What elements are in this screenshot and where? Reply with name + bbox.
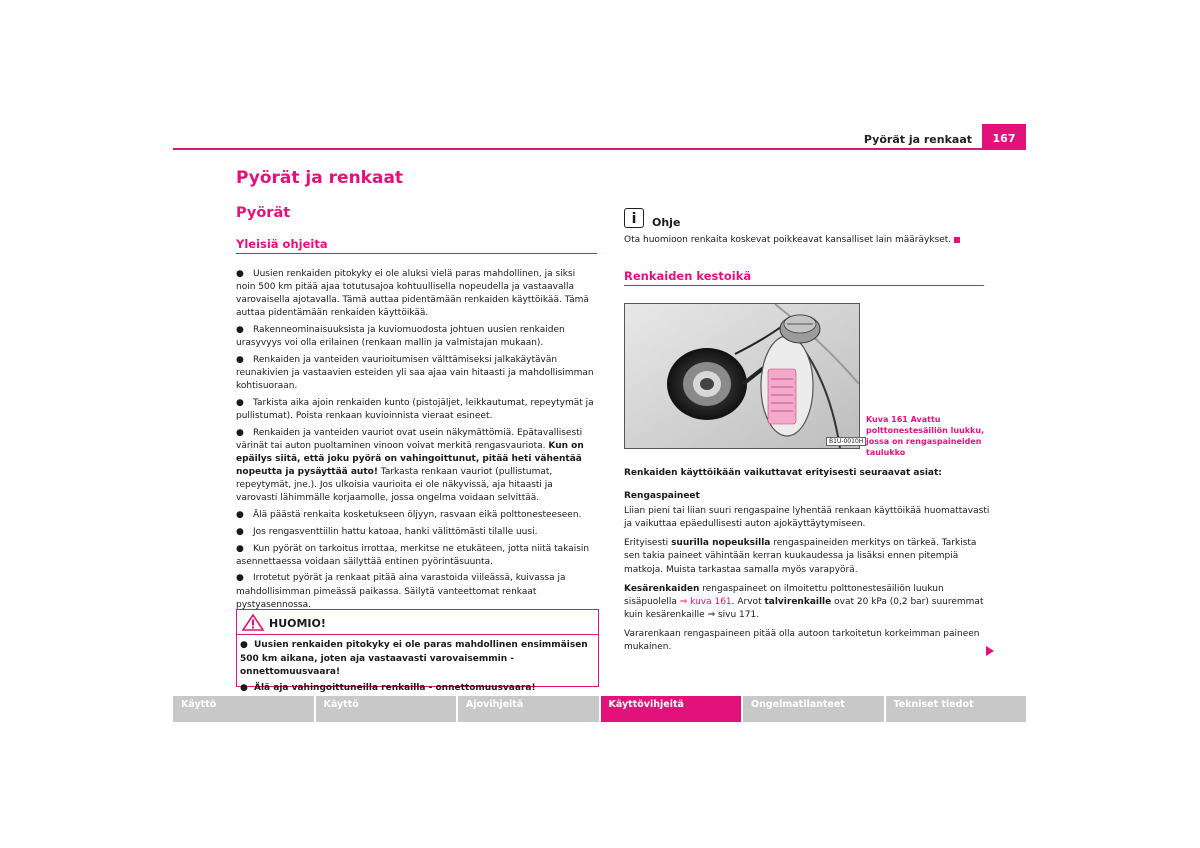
bullet-icon: ● [240,683,248,694]
list-item: ● Uusien renkaiden pitokyky ei ole aluksi vielä paras mahdollinen, ja siksi noin 500 km pitää ajaa totutusajoa kohtuullisella nopeudella ja vastaavalla varovaisella ajotavalla. Tämä auttaa pidentämään renkaiden käyttöikää. Tämä auttaa pidentämään renkaiden käyttöikää. [236,269,589,319]
figure-code: B1U-0010H [826,437,866,446]
bullet-icon: ● [236,510,244,521]
bullet-icon: ● [236,543,244,554]
figure-caption: Kuva 161 Avattu polttonestesäiliön luukku, jossa on rengaspaineiden taulukko [866,415,985,457]
tab-ongelmatilanteet[interactable]: Ongelmatilanteet [743,696,884,722]
warning-box [236,609,599,694]
warning-title: HUOMIO! [269,617,326,630]
bullet-icon: ● [236,269,244,279]
bullet-icon: ● [236,427,244,438]
figure-reference-link[interactable]: ⇒ kuva 161 [679,596,732,607]
fuel-flap-illustration [624,303,860,449]
continue-arrow-icon [986,646,994,656]
paragraph: Vararenkaan rengaspaineen pitää olla autoon tarkoitetun korkeimman paineen mukainen. [624,628,980,653]
list-item: ● Tarkista aika ajoin renkaiden kunto (pistojäljet, leikkautumat, repeytymät ja pullistumat). Poista renkaan kuvioinnista vieraat esineet. [236,397,594,421]
running-header-title: Pyörät ja renkaat [863,133,972,146]
chapter-nav-tabs [173,696,1026,722]
bullet-icon: ● [236,526,244,537]
info-note-icon: i [624,208,644,228]
right-column-text [624,467,990,658]
page-reference-link[interactable]: ⇒ sivu 171 [707,609,757,620]
warning-item: ● Älä aja vahingoittuneilla renkailla - onnettomuusvaara! [240,682,592,696]
tab-tekniset-tiedot[interactable]: Tekniset tiedot [886,696,1027,722]
bullet-icon: ● [236,397,244,408]
end-marker-icon [954,237,960,243]
page-number: 167 [982,124,1026,148]
tab-kaytto-1[interactable]: Käyttö [173,696,314,722]
paragraph: Kesärenkaiden rengaspaineet on ilmoitettu polttonestesäiliön luukun sisäpuolella ⇒ kuva 161. Arvot talvirenkaille ovat 20 kPa (0,2 bar) suuremmat kuin kesärenkaille ⇒ sivu 171. [624,583,984,620]
list-item: ● Kun pyörät on tarkoitus irrottaa, merkitse ne etukäteen, jotta niitä takaisin asennettaessa voidaan säilyttää entinen pyörintäsuunta. [236,543,590,567]
tab-kaytto-2[interactable]: Käyttö [316,696,457,722]
note-title: Ohje [652,216,681,229]
section-title: Pyörät [236,205,291,221]
paragraph: Erityisesti suurilla nopeuksilla rengaspaineiden merkitys on tärkeä. Tarkista sen takia paineet vähintään kerran kuukaudessa ja lisäksi ennen pitempiä matkoja. Muista tarkastaa samalla myös varapyörä. [624,538,977,575]
tyre-pressure-heading: Rengaspaineet [624,491,700,502]
tab-kayttovihjeita[interactable]: Käyttövihjeitä [601,696,742,722]
list-item: ● Älä päästä renkaita kosketukseen öljyyn, rasvaan eikä polttonesteeseen. [236,509,597,522]
bullet-icon: ● [236,325,244,336]
warning-item: ● Uusien renkaiden pitokyky ei ole paras mahdollinen ensimmäisen 500 km aikana, joten aja vastaavasti varovaisemmin - onnettomuusvaara! [240,640,588,678]
warning-triangle-icon [242,614,264,635]
intro-text: Renkaiden käyttöikään vaikuttavat erityisesti seuraavat asiat: [624,468,942,478]
bullet-icon: ● [236,573,244,584]
bullet-icon: ● [240,640,248,650]
warning-body [237,635,598,696]
paragraph: Liian pieni tai liian suuri rengaspaine lyhentää renkaan käyttöikää huomattavasti ja vaikuttaa epäedullisesti auton ajokäyttäytymiseen. [624,506,990,530]
list-item: ● Jos rengasventtiilin hattu katoaa, hanki välittömästi tilalle uusi. [236,526,597,539]
tab-ajovihjeita[interactable]: Ajovihjeitä [458,696,599,722]
note-text: Ota huomioon renkaita koskevat poikkeavat kansalliset lain määräykset. [624,234,994,247]
bullet-icon: ● [236,354,244,365]
list-item: ● Irrotetut pyörät ja renkaat pitää aina varastoida viileässä, kuivassa ja mahdollisimman pimeässä paikassa. Säilytä vanteettomat renkaat pystyasennossa. [236,573,566,610]
list-item: ● Rakenneominaisuuksista ja kuviomuodosta johtuen uusien renkaiden urasyvyys voi olla erilainen (renkaan mallin ja valmistajan mukaan). [236,325,565,349]
subsection-heading-tyre-life: Renkaiden kestoikä [624,269,984,286]
list-item: ● Renkaiden ja vanteiden vauriot ovat usein näkymättömiä. Epätavallisesti värinät tai auton puoltaminen vinoon voivat merkitä rengasvauriota. Kun on epäilys siitä, että joku pyörä on vahingoittunut, pitää heti vähentää nopeutta ja pysäyttää auto! Tarkasta renkaan vauriot (pullistumat, repeytymät, jne.). Jos ulkoisia vaurioita ei ole näkyvissä, aja hitaasti ja varovasti lähimmälle korjaamolle, jossa ongelma voidaan selvittää. [236,427,584,504]
left-column-text [236,268,597,615]
chapter-title: Pyörät ja renkaat [236,168,404,188]
subsection-heading-general: Yleisiä ohjeita [236,237,597,254]
list-item: ● Renkaiden ja vanteiden vaurioitumisen välttämiseksi jalkakäytävän reunakivien ja vastaavien esteiden yli saa ajaa vain hitaasti ja mahdollisimman kohtisuoraan. [236,354,594,392]
header-rule [173,148,1026,150]
warning-header [237,610,598,635]
